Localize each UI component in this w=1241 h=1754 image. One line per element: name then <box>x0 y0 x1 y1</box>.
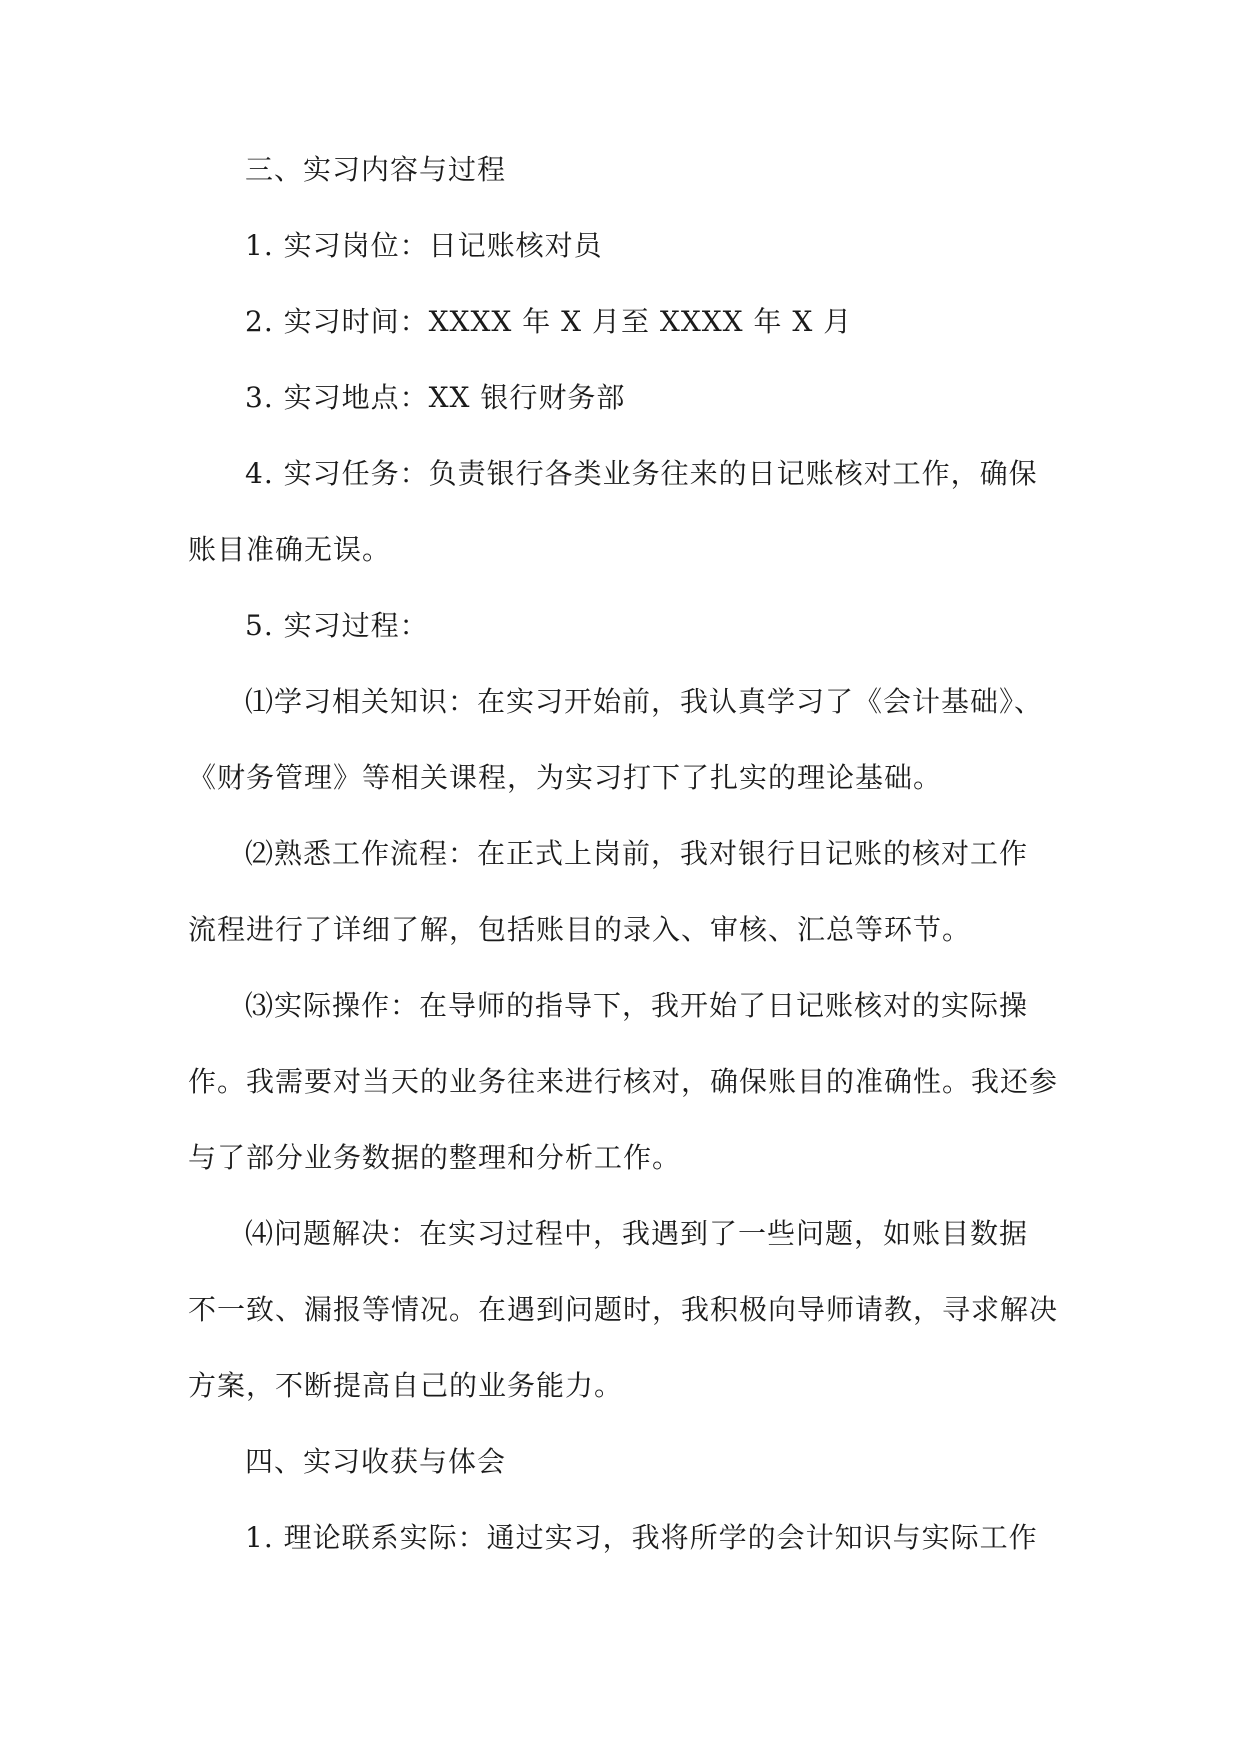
paragraph-line: ⑴学习相关知识：在实习开始前，我认真学习了《会计基础》、 <box>245 685 1044 718</box>
paragraph-line: 4. 实习任务：负责银行各类业务往来的日记账核对工作，确保 <box>245 457 1038 490</box>
paragraph-line: ⑵熟悉工作流程：在正式上岗前，我对银行日记账的核对工作 <box>245 837 1029 870</box>
paragraph-line: 作。我需要对当天的业务往来进行核对，确保账目的准确性。我还参 <box>188 1065 1059 1098</box>
section-heading-4: 四、实习收获与体会 <box>245 1445 507 1478</box>
paragraph-line: 不一致、漏报等情况。在遇到问题时，我积极向导师请教，寻求解决 <box>188 1293 1059 1326</box>
section-heading-3: 三、实习内容与过程 <box>245 153 507 186</box>
paragraph-line: 账目准确无误。 <box>188 533 392 566</box>
paragraph-line: 流程进行了详细了解，包括账目的录入、审核、汇总等环节。 <box>188 913 972 946</box>
paragraph-line: ⑶实际操作：在导师的指导下，我开始了日记账核对的实际操 <box>245 989 1029 1022</box>
paragraph-line: ⑷问题解决：在实习过程中，我遇到了一些问题，如账目数据 <box>245 1217 1029 1250</box>
paragraph-line: 方案，不断提高自己的业务能力。 <box>188 1369 624 1402</box>
paragraph-line: 3. 实习地点：XX 银行财务部 <box>245 381 626 414</box>
paragraph-line: 2. 实习时间：XXXX 年 X 月至 XXXX 年 X 月 <box>245 305 853 338</box>
paragraph-line: 1. 实习岗位：日记账核对员 <box>245 229 603 262</box>
paragraph-line: 1. 理论联系实际：通过实习，我将所学的会计知识与实际工作 <box>245 1521 1038 1554</box>
paragraph-line: 《财务管理》等相关课程，为实习打下了扎实的理论基础。 <box>188 761 943 794</box>
paragraph-line: 与了部分业务数据的整理和分析工作。 <box>188 1141 682 1174</box>
paragraph-line: 5. 实习过程： <box>245 609 429 642</box>
